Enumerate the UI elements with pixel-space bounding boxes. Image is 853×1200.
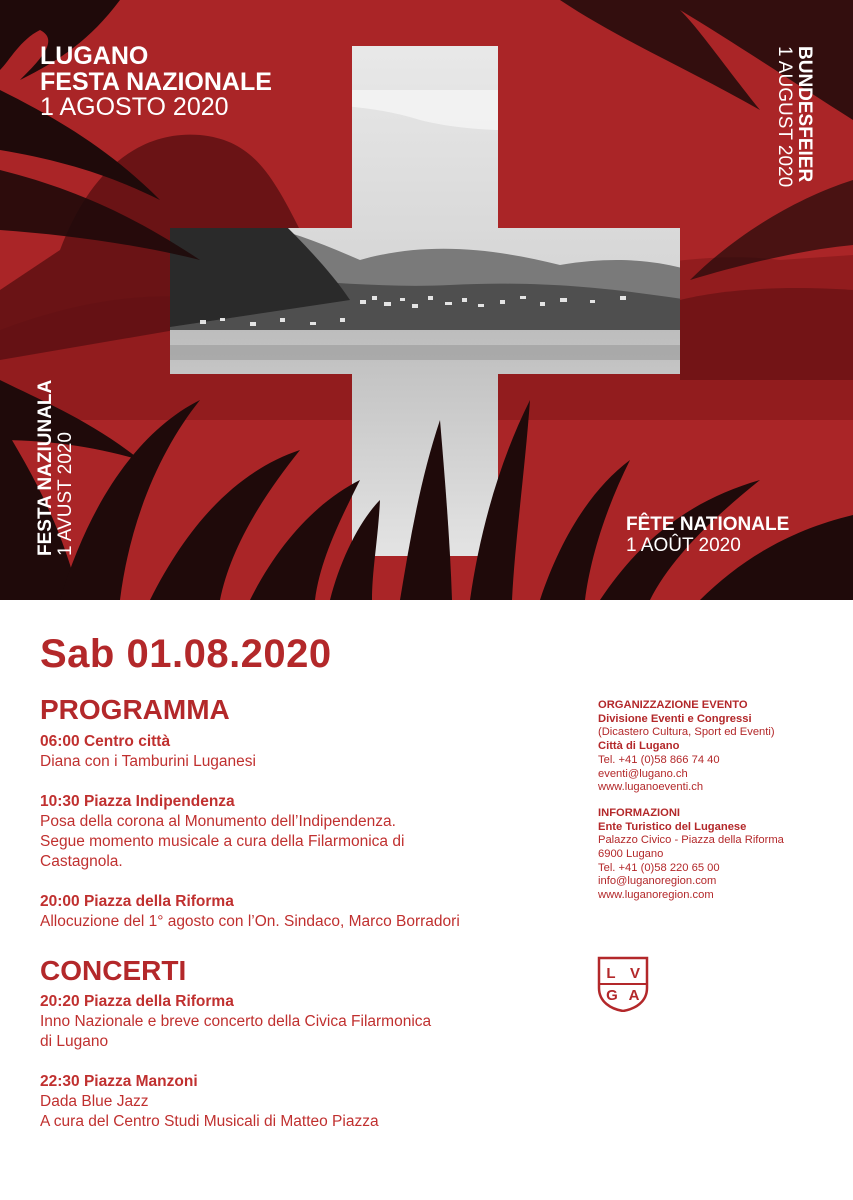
informazioni-org: Ente Turistico del Luganese (598, 820, 747, 833)
poster-romansh-name: FESTA NAZIUNALA (35, 379, 56, 556)
organizzazione-org: Divisione Eventi e Congressi (598, 712, 752, 725)
informazioni-address2: 6900 Lugano (598, 848, 664, 861)
event-time-place: 22:30 Piazza Manzoni (40, 1073, 198, 1090)
poster-city: LUGANO (40, 42, 149, 70)
poster-romansh-date: 1 AVUST 2020 (54, 432, 76, 556)
logo-letter-a: A (628, 987, 640, 1004)
concerti-event-1 (40, 992, 560, 1052)
event-description: Inno Nazionale e breve concerto della Civica Filarmonica (40, 1013, 432, 1030)
event-description: Diana con i Tamburini Luganesi (40, 753, 256, 770)
poster-event-name: FESTA NAZIONALE (40, 67, 272, 96)
programma-event-1 (40, 732, 560, 772)
date-heading: Sab 01.08.2020 (40, 632, 332, 676)
event-time-place: 20:20 Piazza della Riforma (40, 993, 234, 1010)
informazioni-email[interactable]: info@luganoregion.com (598, 875, 717, 888)
poster-title-french (626, 515, 789, 557)
event-description: Allocuzione del 1° agosto con l’On. Sindaco, Marco Borradori (40, 913, 460, 930)
event-description: Posa della corona al Monumento dell’Indipendenza. (40, 813, 396, 830)
poster-title-top-left (40, 44, 272, 121)
programma-event-3 (40, 892, 560, 932)
event-time-place: 10:30 Piazza Indipendenza (40, 793, 235, 810)
logo-letter-g: G (606, 987, 618, 1004)
poster-title-german (774, 46, 814, 187)
organizzazione-tel: Tel. +41 (0)58 866 74 40 (598, 753, 720, 766)
concerti-title: CONCERTI (40, 955, 187, 986)
programma-event-2 (40, 792, 560, 872)
info-column (598, 699, 838, 903)
organizzazione-heading: ORGANIZZAZIONE EVENTO (598, 699, 748, 711)
informazioni-web[interactable]: www.luganoregion.com (598, 889, 714, 902)
poster-event-date: 1 AGOSTO 2020 (40, 93, 229, 121)
organizzazione-city: Città di Lugano (598, 740, 680, 753)
concerti-event-2 (40, 1072, 560, 1132)
event-time-place: 20:00 Piazza della Riforma (40, 893, 234, 910)
event-time-place: 06:00 Centro città (40, 733, 171, 750)
poster-french-date: 1 AOÛT 2020 (626, 534, 741, 556)
event-description: di Lugano (40, 1033, 109, 1050)
poster-french-name: FÊTE NATIONALE (626, 514, 790, 535)
informazioni-address1: Palazzo Civico - Piazza della Riforma (598, 834, 784, 847)
lvga-logo (597, 956, 649, 1012)
poster-german-date: 1 AUGUST 2020 (774, 46, 796, 188)
event-description: Dada Blue Jazz (40, 1093, 149, 1110)
logo-letter-l: L (606, 965, 616, 982)
organizzazione-web[interactable]: www.luganoeventi.ch (598, 781, 704, 794)
informazioni-heading: INFORMAZIONI (598, 806, 681, 819)
organizzazione-email[interactable]: eventi@lugano.ch (598, 767, 688, 780)
logo-letter-v: V (629, 965, 641, 982)
poster-german-name: BUNDESFEIER (794, 46, 815, 183)
programma-title: PROGRAMMA (40, 694, 230, 725)
event-description: Segue momento musicale a cura della Filarmonica di (40, 833, 405, 850)
organizzazione-dept: (Dicastero Cultura, Sport ed Eventi) (598, 726, 775, 739)
informazioni-tel: Tel. +41 (0)58 220 65 00 (598, 861, 720, 874)
poster-title-romansh (36, 380, 76, 556)
event-description: Castagnola. (40, 853, 123, 870)
event-description: A cura del Centro Studi Musicali di Matteo Piazza (40, 1113, 379, 1130)
